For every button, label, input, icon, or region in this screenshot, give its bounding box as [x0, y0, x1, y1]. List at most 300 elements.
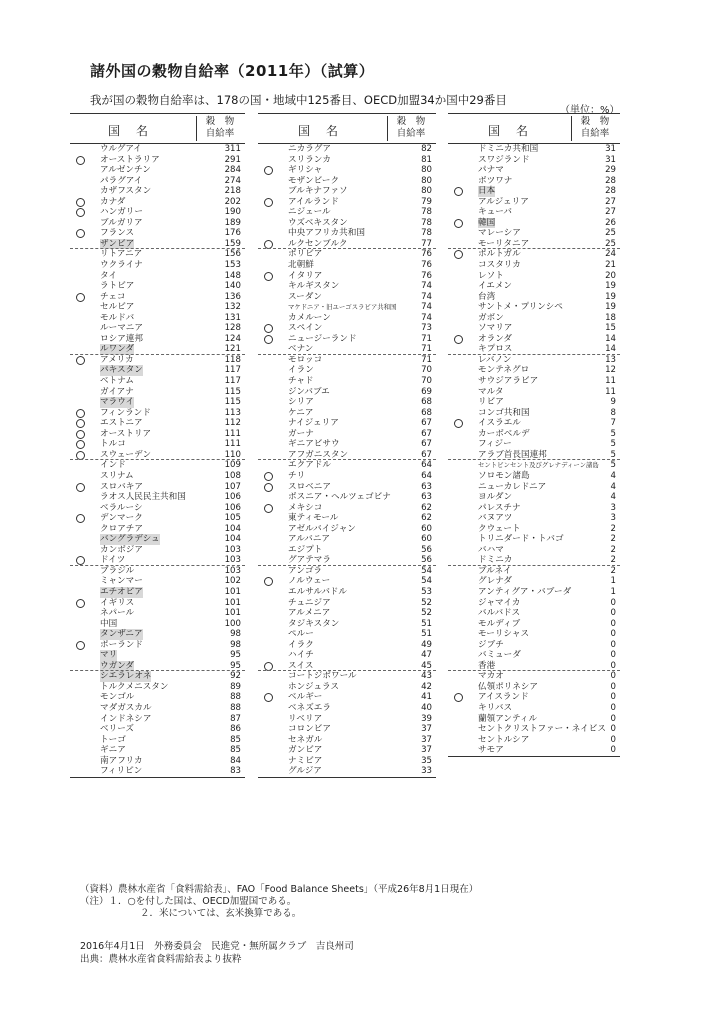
- self-sufficiency-value: 202: [224, 196, 241, 207]
- country-name: デンマーク: [100, 513, 143, 524]
- self-sufficiency-value: 19: [605, 302, 616, 313]
- country-name: コスタリカ: [478, 260, 521, 271]
- self-sufficiency-value: 62: [421, 502, 432, 513]
- self-sufficiency-value: 85: [230, 734, 241, 745]
- oecd-circle-mark-icon: [264, 472, 273, 481]
- self-sufficiency-value: 218: [224, 186, 241, 197]
- self-sufficiency-value: 19: [605, 281, 616, 292]
- country-name: スロベニア: [288, 481, 331, 492]
- self-sufficiency-value: 107: [224, 481, 241, 492]
- self-sufficiency-value: 98: [230, 629, 241, 640]
- self-sufficiency-value: 80: [421, 186, 432, 197]
- table-row: [70, 271, 245, 282]
- table-row: [258, 587, 436, 598]
- self-sufficiency-value: 88: [230, 692, 241, 703]
- table-row: [70, 524, 245, 535]
- table-row: [70, 503, 245, 514]
- table-row: [70, 334, 245, 345]
- table-row: [448, 576, 620, 587]
- table-row: [70, 418, 245, 429]
- self-sufficiency-value: 0: [610, 702, 616, 713]
- table-row: [70, 354, 245, 366]
- table-row: [70, 576, 245, 587]
- self-sufficiency-value: 37: [421, 724, 432, 735]
- self-sufficiency-value: 20: [605, 270, 616, 281]
- self-sufficiency-value: 76: [421, 260, 432, 271]
- country-name: ジンバブエ: [288, 386, 330, 397]
- self-sufficiency-value: 78: [421, 228, 432, 239]
- self-sufficiency-value: 73: [421, 323, 432, 334]
- self-sufficiency-value: 0: [610, 692, 616, 703]
- country-name: リベリア: [288, 713, 323, 724]
- country-name: キューバ: [478, 207, 512, 218]
- table-row: [70, 735, 245, 746]
- oecd-circle-mark-icon: [454, 335, 463, 344]
- self-sufficiency-value: 0: [610, 618, 616, 629]
- country-name: スリランカ: [288, 154, 331, 165]
- self-sufficiency-value: 21: [605, 260, 616, 271]
- table-row: [70, 439, 245, 450]
- self-sufficiency-value: 111: [224, 428, 241, 439]
- country-name: ヨルダン: [478, 492, 513, 503]
- self-sufficiency-value: 0: [610, 671, 616, 682]
- self-sufficiency-value: 70: [421, 365, 432, 376]
- self-sufficiency-value: 104: [224, 523, 241, 534]
- header-country-name: 国 名: [488, 124, 531, 138]
- table-row: [448, 281, 620, 292]
- country-name: フィジー: [478, 439, 512, 450]
- table-row: [448, 724, 620, 735]
- table-row: [448, 703, 620, 714]
- country-name: モルドバ: [100, 312, 135, 323]
- country-name: トーゴ: [100, 734, 126, 745]
- country-name: ラトビア: [100, 281, 135, 292]
- self-sufficiency-value: 106: [224, 492, 241, 503]
- country-name: リビア: [478, 397, 504, 408]
- self-sufficiency-value: 0: [610, 597, 616, 608]
- table-row: [258, 439, 436, 450]
- country-name: グルジア: [288, 766, 322, 777]
- country-name: 仏領ポリネシア: [478, 681, 538, 692]
- self-sufficiency-value: 67: [421, 428, 432, 439]
- self-sufficiency-value: 87: [230, 713, 241, 724]
- table-row: [448, 619, 620, 630]
- country-name: キプロス: [478, 344, 513, 355]
- header-country-name: 国 名: [298, 124, 341, 138]
- self-sufficiency-value: 104: [224, 534, 241, 545]
- table-row: [258, 534, 436, 545]
- self-sufficiency-value: 2: [610, 565, 616, 576]
- self-sufficiency-value: 5: [610, 428, 616, 439]
- table-row: [448, 534, 620, 545]
- self-sufficiency-value: 76: [421, 249, 432, 260]
- table-row: [448, 387, 620, 398]
- table-row: [70, 218, 245, 229]
- self-sufficiency-value: 35: [421, 755, 432, 766]
- table-row: [258, 248, 436, 260]
- oecd-circle-mark-icon: [264, 577, 273, 586]
- table-row: [448, 459, 620, 471]
- self-sufficiency-value: 68: [421, 407, 432, 418]
- self-sufficiency-value: 1: [610, 586, 616, 597]
- table-row: [448, 144, 620, 155]
- table-row: [70, 629, 245, 640]
- self-sufficiency-value: 25: [605, 238, 616, 249]
- table-row: [448, 545, 620, 556]
- table-row: [258, 207, 436, 218]
- self-sufficiency-value: 4: [610, 492, 616, 503]
- country-name: アルジェリア: [478, 196, 529, 207]
- table-row: [258, 459, 436, 471]
- country-name: カンボジア: [100, 544, 143, 555]
- country-name: ガーナ: [288, 428, 314, 439]
- oecd-circle-mark-icon: [76, 156, 85, 165]
- table-row: [70, 165, 245, 176]
- country-name: 台湾: [478, 291, 496, 302]
- self-sufficiency-value: 131: [224, 312, 241, 323]
- country-name: ベネズエラ: [288, 702, 331, 713]
- self-sufficiency-value: 118: [224, 354, 241, 365]
- country-name: ドミニカ共和国: [478, 144, 539, 154]
- oecd-circle-mark-icon: [264, 198, 273, 207]
- table-row: [70, 207, 245, 218]
- table-row: [70, 670, 245, 682]
- oecd-circle-mark-icon: [76, 599, 85, 608]
- self-sufficiency-value: 37: [421, 734, 432, 745]
- self-sufficiency-value: 80: [421, 175, 432, 186]
- country-name: ラオス人民民主共和国: [100, 492, 186, 503]
- country-name: ノルウェー: [288, 576, 331, 587]
- self-sufficiency-value: 110: [224, 449, 241, 460]
- self-sufficiency-value: 5: [610, 449, 616, 460]
- self-sufficiency-value: 78: [421, 207, 432, 218]
- country-name: アフガニスタン: [288, 449, 349, 460]
- oecd-circle-mark-icon: [264, 324, 273, 333]
- country-name: シリア: [288, 397, 314, 408]
- self-sufficiency-value: 0: [610, 724, 616, 735]
- country-name: サントメ・プリンシペ: [478, 302, 563, 313]
- table-row: [448, 503, 620, 514]
- table-row: [70, 292, 245, 303]
- self-sufficiency-value: 148: [224, 270, 241, 281]
- country-name: 東ティモール: [288, 513, 339, 524]
- self-sufficiency-value: 0: [610, 745, 616, 756]
- oecd-circle-mark-icon: [76, 514, 85, 523]
- table-row: [448, 429, 620, 440]
- self-sufficiency-value: 49: [421, 639, 432, 650]
- country-name: ケニア: [288, 407, 314, 418]
- table-row: [448, 323, 620, 334]
- country-name: マルタ: [478, 386, 504, 397]
- self-sufficiency-value: 92: [230, 671, 241, 682]
- country-name: ボスニア・ヘルツェゴビナ: [288, 492, 391, 503]
- country-name: キリバス: [478, 702, 513, 713]
- table-row: [258, 703, 436, 714]
- oecd-circle-mark-icon: [264, 166, 273, 175]
- oecd-circle-mark-icon: [454, 187, 463, 196]
- country-name: コートジボワール: [288, 671, 357, 682]
- self-sufficiency-value: 101: [224, 597, 241, 608]
- self-sufficiency-value: 103: [224, 555, 241, 566]
- table-row: [70, 429, 245, 440]
- table-row: [70, 155, 245, 166]
- country-name: トルクメニスタン: [100, 681, 169, 692]
- country-name: カナダ: [100, 196, 126, 207]
- oecd-circle-mark-icon: [264, 693, 273, 702]
- table-row: [448, 471, 620, 482]
- country-name: ボツワナ: [478, 175, 513, 186]
- country-name: ナミビア: [288, 755, 323, 766]
- table-row: [258, 640, 436, 651]
- country-name: リトアニア: [100, 249, 143, 260]
- country-name: チュニジア: [288, 597, 331, 608]
- oecd-circle-mark-icon: [76, 641, 85, 650]
- self-sufficiency-value: 43: [421, 671, 432, 682]
- country-name: バハマ: [478, 544, 504, 555]
- table-row: [258, 503, 436, 514]
- country-name: ロシア連邦: [100, 333, 143, 344]
- country-name: マレーシア: [478, 228, 521, 239]
- country-name: ザンビア: [100, 238, 135, 249]
- self-sufficiency-value: 89: [230, 681, 241, 692]
- table-row: [448, 165, 620, 176]
- self-sufficiency-value: 176: [224, 228, 241, 239]
- table-row: [448, 692, 620, 703]
- self-sufficiency-value: 291: [224, 154, 241, 165]
- self-sufficiency-value: 3: [610, 502, 616, 513]
- table-row: [448, 492, 620, 503]
- self-sufficiency-value: 0: [610, 629, 616, 640]
- self-sufficiency-value: 5: [610, 460, 616, 471]
- self-sufficiency-value: 64: [421, 460, 432, 471]
- self-sufficiency-value: 101: [224, 608, 241, 619]
- country-name: ニューカレドニア: [478, 481, 547, 492]
- self-sufficiency-value: 113: [224, 407, 241, 418]
- self-sufficiency-value: 11: [605, 386, 616, 397]
- country-name: イエメン: [478, 281, 513, 292]
- table-row: [258, 323, 436, 334]
- table-row: [258, 766, 436, 777]
- country-name: バミューダ: [478, 650, 521, 661]
- country-name: ハイチ: [288, 650, 314, 661]
- table-row: [70, 692, 245, 703]
- oecd-circle-mark-icon: [264, 483, 273, 492]
- self-sufficiency-value: 28: [605, 186, 616, 197]
- country-name: セントルシア: [478, 734, 530, 745]
- table-row: [258, 313, 436, 324]
- table-row: [258, 429, 436, 440]
- table-row: [448, 670, 620, 682]
- self-sufficiency-value: 111: [224, 439, 241, 450]
- country-name: オーストラリア: [100, 154, 160, 165]
- table-row: [448, 439, 620, 450]
- self-sufficiency-value: 3: [610, 513, 616, 524]
- note-2: ２．米については、玄米換算である。: [140, 908, 302, 919]
- table-row: [70, 608, 245, 619]
- table-row: [448, 292, 620, 303]
- self-sufficiency-value: 67: [421, 449, 432, 460]
- country-name: ブラジル: [100, 565, 135, 576]
- country-name: ニュージーランド: [288, 333, 357, 344]
- table-row: [448, 334, 620, 345]
- country-name: スイス: [288, 660, 314, 671]
- table-row: [448, 248, 620, 260]
- country-name: ルクセンブルク: [288, 238, 348, 249]
- self-sufficiency-value: 0: [610, 734, 616, 745]
- table-row: [70, 459, 245, 471]
- oecd-circle-mark-icon: [76, 430, 85, 439]
- country-name: バヌアツ: [478, 513, 513, 524]
- self-sufficiency-value: 5: [610, 439, 616, 450]
- country-name: モルディブ: [478, 618, 521, 629]
- self-sufficiency-value: 24: [605, 249, 616, 260]
- oecd-circle-mark-icon: [76, 293, 85, 302]
- country-name: ガンビア: [288, 745, 323, 756]
- table-row: [448, 354, 620, 366]
- country-name: モザンビーク: [288, 175, 340, 186]
- self-sufficiency-value: 115: [224, 386, 241, 397]
- country-name: ルワンダ: [100, 344, 135, 355]
- source-note: （資料）農林水産省「食料需給表」、FAO「Food Balance Sheets」（平成26年8月1日現在）: [80, 884, 479, 895]
- country-name: アイスランド: [478, 692, 529, 703]
- table-row: [258, 165, 436, 176]
- self-sufficiency-value: 79: [421, 196, 432, 207]
- country-name: ミャンマー: [100, 576, 143, 587]
- table-row: [70, 313, 245, 324]
- table-row: [258, 218, 436, 229]
- table-row: [258, 186, 436, 197]
- table-row: [258, 176, 436, 187]
- self-sufficiency-value: 74: [421, 312, 432, 323]
- country-name: ベラルーシ: [100, 502, 143, 513]
- table-row: [258, 281, 436, 292]
- country-name: 日本: [478, 186, 496, 197]
- table-row: [448, 682, 620, 693]
- self-sufficiency-value: 8: [610, 407, 616, 418]
- self-sufficiency-value: 1: [610, 576, 616, 587]
- table-row: [448, 397, 620, 408]
- country-name: ギリシャ: [288, 165, 323, 176]
- country-name: ベリーズ: [100, 724, 134, 735]
- country-name: ポルトガル: [478, 249, 521, 260]
- country-name: アルゼンチン: [100, 165, 151, 176]
- table-row: [258, 334, 436, 345]
- self-sufficiency-value: 2: [610, 523, 616, 534]
- table-row: [258, 724, 436, 735]
- country-name: ブルネイ: [478, 565, 512, 576]
- table-row: [258, 482, 436, 493]
- table-row: [448, 745, 620, 756]
- self-sufficiency-value: 124: [224, 333, 241, 344]
- self-sufficiency-value: 95: [230, 660, 241, 671]
- self-sufficiency-value: 0: [610, 650, 616, 661]
- footer: [80, 941, 354, 966]
- country-name: マラウイ: [100, 397, 135, 408]
- self-sufficiency-value: 27: [605, 207, 616, 218]
- table-row: [448, 228, 620, 239]
- self-sufficiency-value: 81: [421, 154, 432, 165]
- table-row: [258, 714, 436, 725]
- self-sufficiency-value: 31: [605, 154, 616, 165]
- table-row: [258, 756, 436, 767]
- unit-label: （単位：%）: [560, 105, 620, 116]
- country-name: ペルー: [288, 629, 314, 640]
- country-name: パレスチナ: [478, 502, 521, 513]
- table-row: [448, 207, 620, 218]
- table-row: [448, 365, 620, 376]
- self-sufficiency-value: 83: [230, 766, 241, 777]
- self-sufficiency-value: 115: [224, 397, 241, 408]
- table-row: [70, 471, 245, 482]
- country-name: スロバキア: [100, 481, 143, 492]
- country-name: ベナン: [288, 344, 314, 355]
- country-name: パキスタン: [100, 365, 143, 376]
- table-row: [70, 650, 245, 661]
- oecd-circle-mark-icon: [264, 504, 273, 513]
- table-row: [258, 271, 436, 282]
- oecd-circle-mark-icon: [264, 272, 273, 281]
- self-sufficiency-value: 71: [421, 344, 432, 355]
- country-name: レバノン: [478, 354, 512, 365]
- self-sufficiency-value: 103: [224, 565, 241, 576]
- self-sufficiency-value: 2: [610, 544, 616, 555]
- self-sufficiency-value: 70: [421, 376, 432, 387]
- country-name: スリナム: [100, 470, 134, 481]
- oecd-circle-mark-icon: [454, 219, 463, 228]
- country-name: カーボベルデ: [478, 428, 530, 439]
- self-sufficiency-value: 37: [421, 745, 432, 756]
- country-name: モーリシャス: [478, 629, 530, 640]
- header-grain-self-sufficiency: 穀 物 自給率: [196, 116, 243, 141]
- self-sufficiency-value: 14: [605, 344, 616, 355]
- country-name: エチオピア: [100, 586, 143, 597]
- country-name: フィンランド: [100, 407, 151, 418]
- table-row: [448, 714, 620, 725]
- country-name: アメリカ: [100, 354, 134, 365]
- table-row: [70, 565, 245, 577]
- header-country-name: 国 名: [108, 124, 151, 138]
- country-name: バングラデシュ: [100, 534, 160, 545]
- table-column-3: [448, 113, 620, 757]
- self-sufficiency-value: 156: [224, 249, 241, 260]
- self-sufficiency-value: 189: [224, 217, 241, 228]
- country-name: ドミニカ: [478, 555, 513, 566]
- self-sufficiency-value: 108: [224, 470, 241, 481]
- self-sufficiency-value: 86: [230, 724, 241, 735]
- self-sufficiency-value: 82: [421, 144, 432, 154]
- self-sufficiency-value: 0: [610, 681, 616, 692]
- self-sufficiency-value: 40: [421, 702, 432, 713]
- self-sufficiency-value: 11: [605, 376, 616, 387]
- table-row: [448, 313, 620, 324]
- table-row: [448, 408, 620, 419]
- oecd-circle-mark-icon: [76, 229, 85, 238]
- table-row: [258, 155, 436, 166]
- subtitle: 我が国の穀物自給率は、178の国・地域中125番目、OECD加盟34か国中29番目: [90, 93, 507, 107]
- country-name: チリ: [288, 470, 306, 481]
- table-row: [258, 260, 436, 271]
- table-row: [448, 650, 620, 661]
- oecd-circle-mark-icon: [76, 409, 85, 418]
- table-row: [70, 482, 245, 493]
- table-row: [70, 302, 245, 313]
- table-row: [258, 513, 436, 524]
- country-name: イギリス: [100, 597, 135, 608]
- table-row: [70, 281, 245, 292]
- self-sufficiency-value: 14: [605, 333, 616, 344]
- country-name: アンティグア・バブーダ: [478, 586, 572, 597]
- table-row: [258, 619, 436, 630]
